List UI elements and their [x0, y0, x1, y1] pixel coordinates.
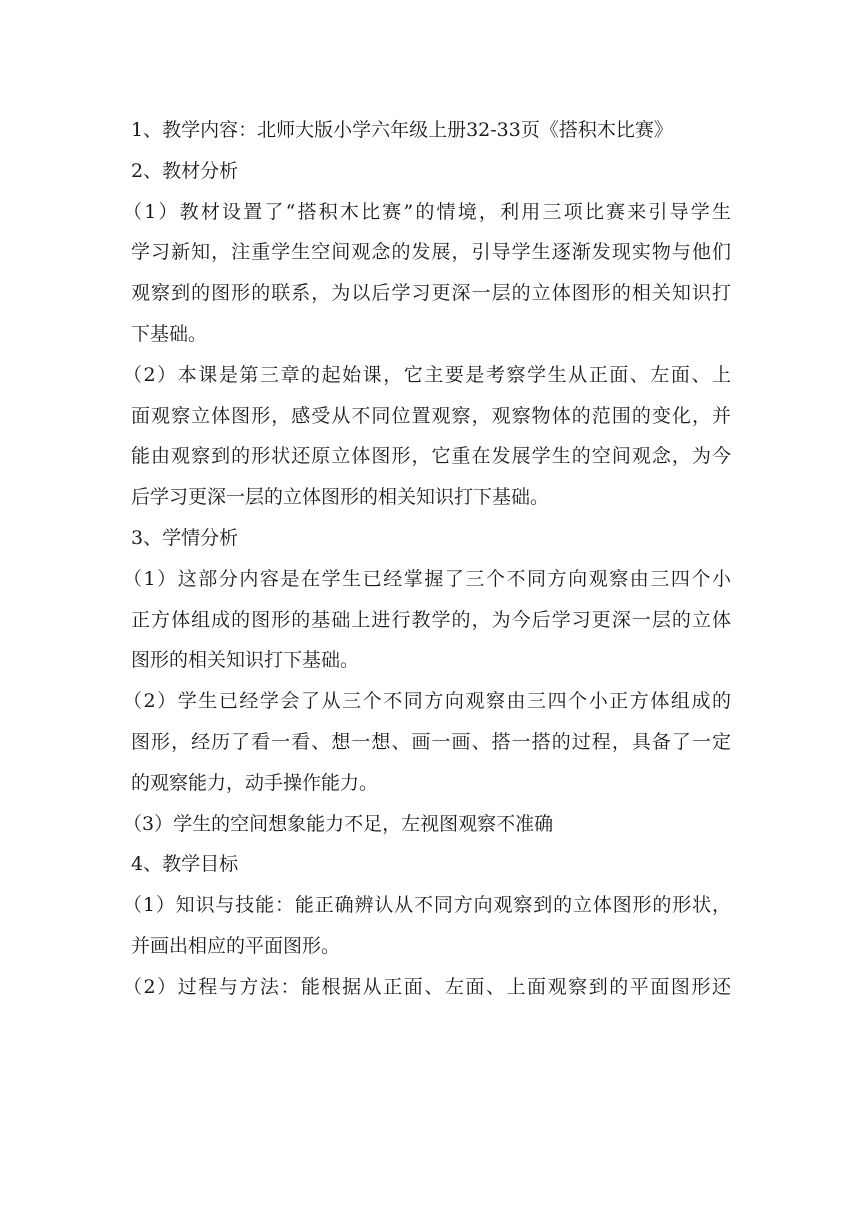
text-line: 4、教学目标: [131, 853, 239, 876]
text-line: 面观察立体图形，感受从不同位置观察，观察物体的范围的变化，并: [131, 404, 731, 427]
text-line: 的观察能力，动手操作能力。: [131, 771, 379, 794]
text-line: （1）教材设置了“搭积木比赛”的情境，利用三项比赛来引导学生: [123, 200, 731, 223]
text-line: 观察到的图形的联系，为以后学习更深一层的立体图形的相关知识打: [131, 282, 731, 305]
text-line: 2、教材分析: [131, 159, 239, 182]
text-line: 能由观察到的形状还原立体图形，它重在发展学生的空间观念，为今: [131, 445, 731, 468]
text-line: 1、教学内容：北师大版小学六年级上册32-33页《搭积木比赛》: [131, 119, 673, 141]
text-line: （1）知识与技能：能正确辨认从不同方向观察到的立体图形的形状，: [123, 894, 731, 917]
text-line: （2）本课是第三章的起始课，它主要是考察学生从正面、左面、上: [123, 363, 731, 386]
text-line: 正方体组成的图形的基础上进行教学的，为今后学习更深一层的立体: [131, 608, 731, 631]
text-line: 图形，经历了看一看、想一想、画一画、搭一搭的过程，具备了一定: [131, 730, 731, 753]
text-line: （2）学生已经学会了从三个不同方向观察由三四个小正方体组成的: [123, 690, 731, 713]
text-line: 3、学情分析: [131, 526, 239, 549]
text-line: 后学习更深一层的立体图形的相关知识打下基础。: [131, 486, 550, 509]
document-body: [123, 110, 731, 1008]
text-line: 图形的相关知识打下基础。: [131, 649, 360, 672]
text-line: 下基础。: [131, 322, 208, 345]
text-line: （3）学生的空间想象能力不足，左视图观察不准确: [123, 812, 554, 835]
text-line: （2）过程与方法：能根据从正面、左面、上面观察到的平面图形还: [123, 975, 731, 998]
text-line: （1）这部分内容是在学生已经掌握了三个不同方向观察由三四个小: [123, 567, 731, 590]
text-line: 并画出相应的平面图形。: [131, 934, 341, 957]
text-line: 学习新知，注重学生空间观念的发展，引导学生逐渐发现实物与他们: [131, 241, 731, 264]
